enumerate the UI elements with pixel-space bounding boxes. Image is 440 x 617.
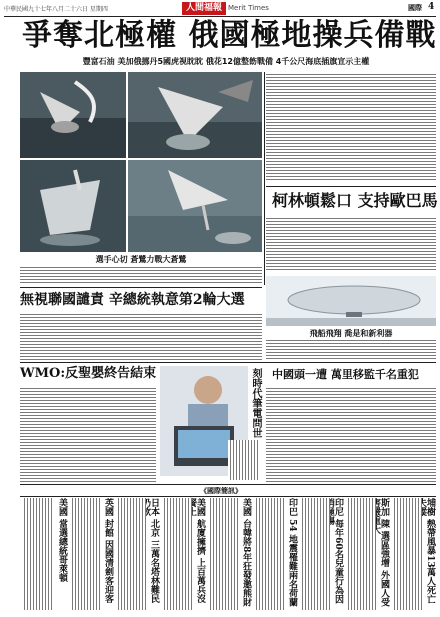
brief-headline: 日本 北京 三萬名塔林難民 — [149, 498, 159, 604]
brief-column — [252, 498, 298, 610]
newspaper-logo: 人間福報 — [182, 2, 226, 15]
airship-caption: 飛船飛翔 喬是和新利器 — [309, 328, 393, 338]
brief-column — [344, 498, 390, 610]
lead-subhead: 豐富石油 美加俄挪丹5國虎視眈眈 俄花12億整飭戰備 4千公尺海底插旗宣示主權 — [82, 57, 370, 66]
page-number: 4 — [428, 2, 435, 12]
brief-headline: 埔樹 熱帶風暴13萬人死亡 — [425, 498, 435, 604]
brief-body — [116, 498, 146, 610]
heron-photo-3 — [20, 160, 126, 252]
masthead-rule — [4, 16, 436, 17]
brief-column — [20, 498, 68, 610]
brief-headline: 印巴 54 地震罹難兩名荷蘭 — [287, 498, 297, 607]
brief-headline: 美國 當選總統哥萊頓 — [57, 498, 67, 583]
brief-body — [254, 498, 284, 610]
brief-body — [346, 498, 376, 610]
airship-caption-text — [266, 338, 436, 360]
brief-headline: 美國 台韓將8年狂發邀熊財 — [241, 498, 251, 607]
photo-caption-text — [20, 265, 262, 285]
brief-headline: 英國 封館 因國清劍客迎客 — [103, 498, 113, 604]
brief-body — [70, 498, 100, 610]
laptop-vertical-caption: 刻時代筆電問世 — [250, 368, 261, 438]
column-divider-1 — [264, 72, 265, 285]
un-rule — [20, 287, 262, 288]
berlin-story-body — [266, 216, 436, 272]
brief-body — [208, 498, 238, 610]
briefs-top-rule — [20, 484, 436, 485]
berlin-rule — [266, 186, 436, 187]
brief-column — [298, 498, 344, 610]
brief-body — [392, 498, 422, 610]
brief-column — [68, 498, 114, 610]
airship-photo — [266, 276, 436, 326]
brief-body — [300, 498, 330, 610]
brief-headline: 印尼 每年60名兒童行為因 — [333, 498, 343, 604]
heron-photo-2 — [128, 72, 262, 158]
laptop-caption-text — [228, 440, 260, 480]
un-story-body — [20, 312, 262, 360]
lead-headline: 爭奪北極權 俄國極地操兵備戰 — [22, 18, 437, 53]
brief-headline: 美國 航廈擁擠 上百萬兵沒 — [195, 498, 205, 604]
briefs-bottom-rule — [20, 496, 436, 497]
wmo-headline: WMO:反聖嬰終告結束 — [20, 366, 157, 381]
section-label: 國際 — [408, 3, 422, 12]
china-story-body — [266, 386, 436, 482]
brief-column — [160, 498, 206, 610]
lead-story-body — [266, 72, 436, 182]
masthead — [4, 2, 436, 16]
newspaper-logo-en: Merit Times — [228, 4, 269, 12]
china-headline: 中國頭一遭 萬里移監千名重犯 — [272, 368, 419, 381]
wmo-story-body — [20, 386, 156, 482]
issue-date: 中華民國九十七年八月二十六日 星期四 — [4, 6, 108, 13]
mid-rule — [20, 362, 436, 363]
brief-column — [206, 498, 252, 610]
brief-body — [22, 498, 54, 610]
heron-photo-1 — [20, 72, 126, 158]
un-headline: 無視聯國譴責 辛總統執意第2輪大選 — [20, 292, 245, 308]
brief-column — [114, 498, 160, 610]
heron-photo-4 — [128, 160, 262, 252]
photo-caption-title: 選手心切 蒼鷺力戰大蒼鷺 — [95, 254, 187, 264]
briefs-label: 《國際簡訊》 — [200, 486, 242, 495]
berlin-headline: 柯林頓鬆口 支持歐巴馬 — [272, 191, 438, 210]
brief-headline: 斯加 陳 選區強增 外國人受 — [379, 498, 389, 607]
brief-body — [162, 498, 192, 610]
brief-column — [390, 498, 436, 610]
briefs-area — [20, 498, 436, 610]
